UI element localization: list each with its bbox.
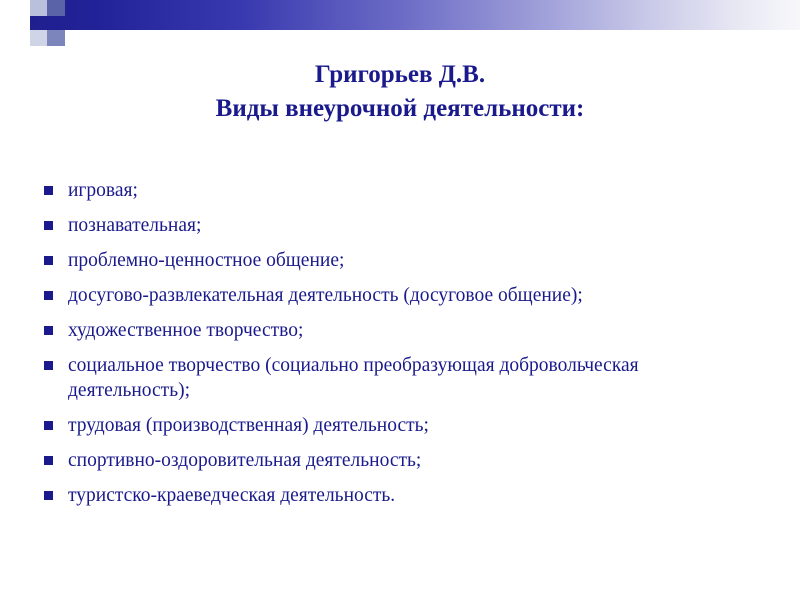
bullet-list xyxy=(44,178,704,518)
square-bullet-icon xyxy=(44,326,53,335)
banner-square-top-left xyxy=(30,0,47,16)
page-title-line-2: Виды внеурочной деятельности: xyxy=(215,95,585,122)
banner-gradient-bar xyxy=(30,0,800,30)
list-item xyxy=(44,283,704,308)
square-bullet-icon xyxy=(44,491,53,500)
page-title xyxy=(70,58,730,126)
banner-square-bottom-left xyxy=(30,30,47,46)
square-bullet-icon xyxy=(44,291,53,300)
banner-square-top-right xyxy=(47,0,65,16)
list-item-label: познавательная; xyxy=(68,215,202,236)
square-bullet-icon xyxy=(44,361,53,370)
square-bullet-icon xyxy=(44,421,53,430)
decorative-banner xyxy=(0,0,800,46)
square-bullet-icon xyxy=(44,186,53,195)
square-bullet-icon xyxy=(44,456,53,465)
list-item-label: спортивно-оздоровительная деятельность; xyxy=(68,450,422,471)
list-item-label: досугово-развлекательная деятельность (досуговое общение); xyxy=(68,285,583,306)
banner-square-bottom-right xyxy=(47,30,65,46)
list-item xyxy=(44,448,704,473)
list-item xyxy=(44,213,704,238)
list-item xyxy=(44,483,704,508)
list-item xyxy=(44,178,704,203)
square-bullet-icon xyxy=(44,256,53,265)
list-item xyxy=(44,353,704,403)
list-item-label: проблемно-ценностное общение; xyxy=(68,250,345,271)
list-item xyxy=(44,248,704,273)
list-item-label: художественное творчество; xyxy=(68,320,304,341)
list-item xyxy=(44,318,704,343)
list-item-label: игровая; xyxy=(68,180,138,201)
list-item xyxy=(44,413,704,438)
list-item-label: трудовая (производственная) деятельность; xyxy=(68,415,429,436)
square-bullet-icon xyxy=(44,221,53,230)
list-item-label: социальное творчество (социально преобразующая добровольческая деятельность); xyxy=(68,355,639,401)
page-title-line-1: Григорьев Д.В. xyxy=(314,61,486,88)
list-item-label: туристско-краеведческая деятельность. xyxy=(68,485,396,506)
